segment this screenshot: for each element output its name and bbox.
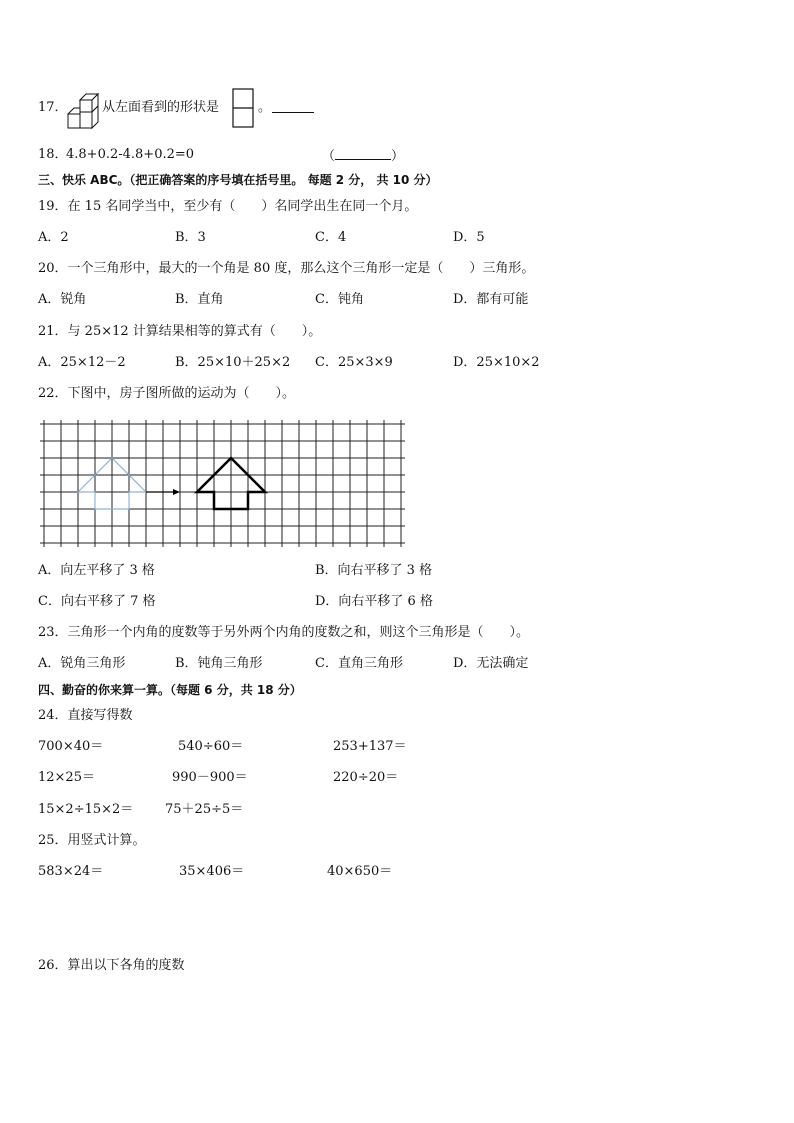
q21-option-a[interactable]: A．25×12－2	[38, 355, 126, 370]
q23-option-b[interactable]: B．钝角三角形	[175, 656, 263, 671]
q19-option-a[interactable]: A．2	[38, 230, 69, 245]
q22-option-b[interactable]: B．向右平移了 3 格	[315, 563, 433, 578]
q18-text: 4.8+0.2-4.8+0.2=0	[66, 147, 195, 162]
q20-option-a[interactable]: A．锐角	[38, 292, 87, 307]
q18-answer-paren[interactable]	[322, 147, 404, 165]
q23-option-d[interactable]: D．无法确定	[453, 656, 529, 671]
q20-option-b[interactable]: B．直角	[175, 292, 224, 307]
q26-title: 26．算出以下各角的度数	[38, 958, 185, 973]
q20-text: 20．一个三角形中，最大的一个角是 80 度，那么这个三角形一定是（ ）三角形。	[38, 261, 535, 276]
q21-option-c[interactable]: C．25×3×9	[315, 355, 393, 370]
q24-item: 253+137＝	[333, 739, 407, 754]
translation-grid-figure	[40, 420, 400, 548]
q25-title: 25．用竖式计算。	[38, 833, 146, 848]
q22-option-d[interactable]: D．向右平移了 6 格	[315, 594, 433, 609]
q21-option-b[interactable]: B．25×10＋25×2	[175, 355, 291, 370]
q24-item: 540÷60＝	[178, 739, 244, 754]
q25-item: 40×650＝	[327, 864, 393, 879]
cube-stack-figure	[66, 94, 100, 130]
q24-item: 12×25＝	[38, 770, 95, 785]
q17-period: 。	[258, 100, 272, 115]
side-view-shape	[232, 88, 254, 128]
q24-title: 24．直接写得数	[38, 708, 133, 723]
q25-item: 583×24＝	[38, 864, 104, 879]
q18-answer-blank[interactable]	[335, 147, 391, 160]
q17-number: 17．	[38, 100, 68, 115]
q22-option-c[interactable]: C．向右平移了 7 格	[38, 594, 156, 609]
q24-item: 990－900＝	[172, 770, 248, 785]
paren-open: （	[322, 149, 336, 164]
section-3-title: 三、快乐 ABC。（把正确答案的序号填在括号里。 每题 2 分， 共 10 分）	[38, 173, 438, 187]
q23-text: 23．三角形一个内角的度数等于另外两个内角的度数之和，则这个三角形是（ ）。	[38, 625, 530, 640]
paren-close: ）	[391, 149, 405, 164]
q24-item: 700×40＝	[38, 739, 104, 754]
q22-text: 22．下图中，房子图所做的运动为（ ）。	[38, 386, 296, 401]
q22-option-a[interactable]: A．向左平移了 3 格	[38, 563, 155, 578]
q17-answer-blank[interactable]	[272, 100, 314, 113]
q24-item: 220÷20＝	[333, 770, 399, 785]
section-4-title: 四、勤奋的你来算一算。（每题 6 分，共 18 分）	[38, 683, 302, 697]
q19-option-d[interactable]: D．5	[453, 230, 485, 245]
q25-item: 35×406＝	[179, 864, 245, 879]
q17-text: 从左面看到的形状是	[102, 100, 220, 115]
translation-arrow-head	[173, 489, 180, 495]
q20-option-d[interactable]: D．都有可能	[453, 292, 529, 307]
q24-item: 15×2÷15×2＝	[38, 802, 134, 817]
q20-option-c[interactable]: C．钝角	[315, 292, 364, 307]
q21-text: 21．与 25×12 计算结果相等的算式有（ ）。	[38, 324, 322, 339]
q21-option-d[interactable]: D．25×10×2	[453, 355, 540, 370]
q19-option-b[interactable]: B．3	[175, 230, 206, 245]
q19-text: 19．在 15 名同学当中，至少有（ ）名同学出生在同一个月。	[38, 199, 418, 214]
q19-option-c[interactable]: C．4	[315, 230, 347, 245]
q23-option-c[interactable]: C．直角三角形	[315, 656, 403, 671]
q23-option-a[interactable]: A．锐角三角形	[38, 656, 126, 671]
q24-item: 75＋25÷5＝	[165, 802, 244, 817]
q18-number: 18．	[38, 147, 68, 162]
